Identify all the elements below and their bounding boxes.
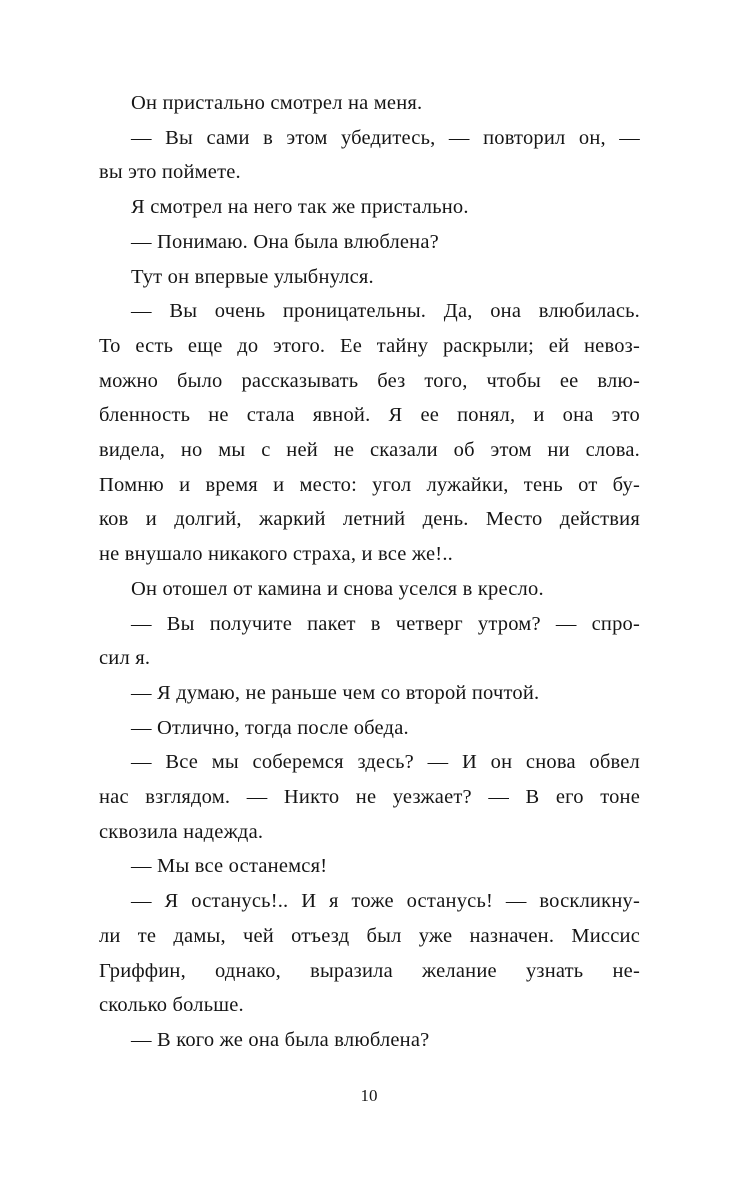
text-line: — В кого же она была влюблена?: [131, 1028, 430, 1051]
text-line: — Вы сами в этом убедитесь, — повторил он, —: [131, 126, 640, 149]
text-line: — Я останусь!.. И я тоже останусь! — воскликну-: [131, 890, 640, 913]
page-text: [99, 86, 640, 1058]
text-line: — Отлично, тогда после обеда.: [131, 716, 409, 739]
text-line: сквозила надежда.: [99, 820, 264, 843]
text-line: Тут он впервые улыбнулся.: [131, 265, 374, 288]
text-line: Помню и время и место: угол лужайки, тень от бу-: [99, 473, 640, 496]
text-line: нас взглядом. — Никто не уезжает? — В его тоне: [99, 786, 640, 809]
paragraph: [99, 849, 640, 884]
text-line: — Я думаю, не раньше чем со второй почтой.: [131, 681, 540, 704]
text-line: ли те дамы, чей отъезд был уже назначен. Миссис: [99, 924, 640, 947]
text-line: ков и долгий, жаркий летний день. Место действия: [99, 508, 640, 531]
text-line: вы это поймете.: [99, 161, 241, 184]
text-line: сил я.: [99, 647, 151, 670]
text-line: То есть еще до этого. Ее тайну раскрыли; ей невоз-: [99, 334, 640, 357]
text-line: Он пристально смотрел на меня.: [131, 92, 423, 114]
text-line: — Вы очень проницательны. Да, она влюбилась.: [131, 300, 640, 323]
paragraph: [99, 884, 640, 1023]
text-line: — Понимаю. Она была влюблена?: [131, 230, 439, 253]
paragraph: [99, 1023, 640, 1058]
page-number: 10: [360, 1086, 378, 1105]
paragraph: [99, 676, 640, 711]
paragraph: [99, 745, 640, 849]
paragraph: [99, 86, 640, 121]
text-line: можно было рассказывать без того, чтобы ее влю-: [99, 369, 640, 392]
paragraph: [99, 607, 640, 676]
text-line: видела, но мы с ней не сказали об этом ни слова.: [99, 439, 640, 462]
text-line: — Все мы соберемся здесь? — И он снова обвел: [131, 751, 640, 774]
text-line: — Вы получите пакет в четверг утром? — спро-: [131, 612, 640, 635]
paragraph: [99, 225, 640, 260]
text-line: сколько больше.: [99, 994, 244, 1017]
paragraph: [99, 260, 640, 295]
paragraph: [99, 190, 640, 225]
text-line: Он отошел от камина и снова уселся в кресло.: [131, 577, 544, 600]
text-line: Гриффин, однако, выразила желание узнать не-: [99, 959, 640, 982]
text-line: Я смотрел на него так же пристально.: [131, 196, 469, 219]
paragraph: [99, 572, 640, 607]
paragraph: [99, 711, 640, 746]
paragraph: [99, 294, 640, 572]
text-line: бленность не стала явной. Я ее понял, и она это: [99, 404, 640, 427]
text-line: не внушало никакого страха, и все же!..: [99, 543, 453, 566]
paragraph: [99, 121, 640, 190]
text-line: — Мы все останемся!: [131, 855, 328, 878]
